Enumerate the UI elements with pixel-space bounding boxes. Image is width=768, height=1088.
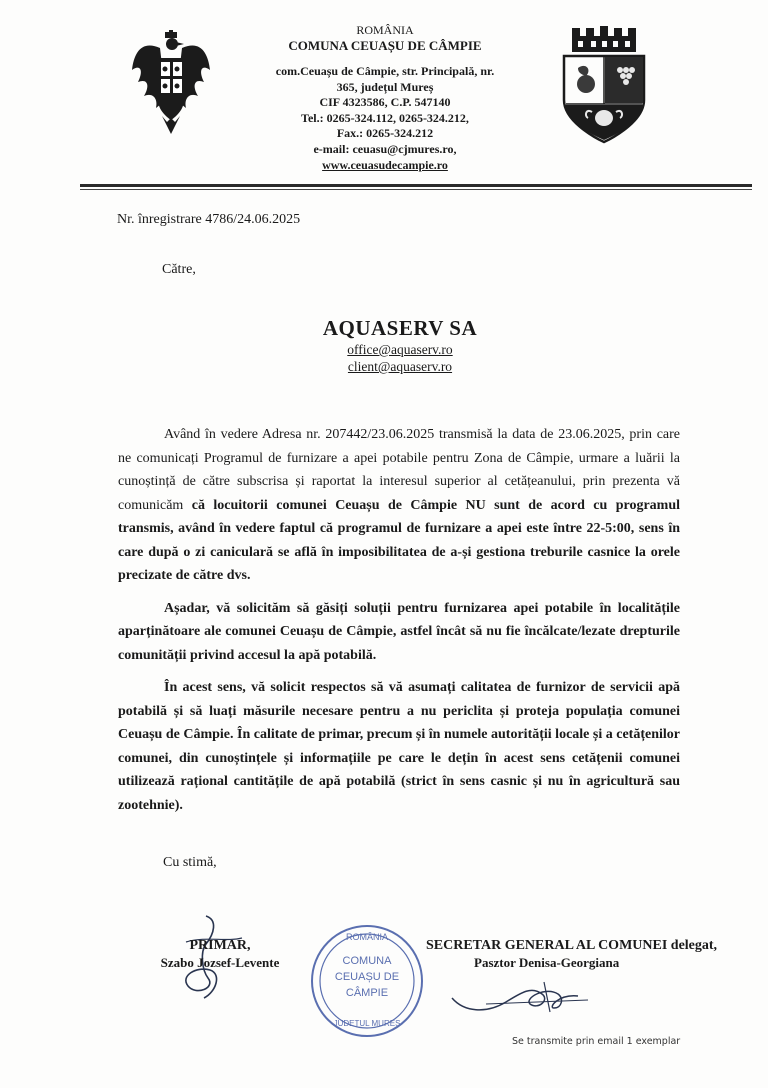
transmission-note: Se transmite prin email 1 exemplar [512, 1036, 681, 1047]
secretary-signature-block [426, 937, 756, 971]
recipient-block [290, 316, 510, 375]
phone-numbers: Tel.: 0265-324.112, 0265-324.212, [301, 110, 469, 125]
stamp-text-top: ROMÂNIA [345, 932, 389, 942]
official-stamp-icon [308, 922, 426, 1040]
paragraph-1-text: Având în vedere Adresa nr. 207442/23.06.2025 transmisă la data de 23.06.2025, prin care ne comunicați Programul de furnizare a apei potabile pentru Zona de Câmpie, urmare a luării la cunoștință de către subscrisa și raportat la interesul superior al cetățeanului, prin prezenta vă comunicăm [118, 427, 680, 513]
fax-number: Fax.: 0265-324.212 [336, 126, 434, 140]
romania-coat-of-arms-icon [130, 30, 212, 140]
address-line-1: com.Ceuașu de Câmpie, str. Principală, nr. [275, 64, 495, 78]
letterhead [230, 22, 540, 173]
mayor-name: Szabo Jozsef-Levente [160, 955, 280, 970]
stamp-text-bottom: JUDEȚUL MUREȘ [333, 1019, 401, 1028]
mayor-signature-block [140, 937, 300, 971]
header-divider-thin [80, 189, 752, 190]
secretary-signature-icon [446, 968, 596, 1020]
commune-name: COMUNA CEUAȘU DE CÂMPIE [288, 38, 482, 53]
header-divider-thick [80, 184, 752, 187]
closing-greeting: Cu stimă, [163, 855, 217, 870]
country-name: ROMÂNIA [356, 23, 414, 37]
secretary-title: SECRETAR GENERAL AL COMUNEI delegat, [426, 938, 718, 953]
letter-body [118, 423, 680, 826]
stamp-text-line3: CÂMPIE [345, 987, 389, 999]
paragraph-3-bold: În acest sens, vă solicit respectos să vă asumați calitatea de furnizor de servicii apă potabilă și să luați măsurile necesare pentru a nu periclita și proteja populația comunei Ceuașu de Câmpie. În calitate de primar, precum și în numele autorității locale și a cetățenilor comunei, din cunoștințele și informațiile pe care le dețin în acest sens cetățenii comunei utilizează rațional cantitățile de apă potabilă (strict în sens casnic și nu în agricultură sau zootehnie). [118, 680, 680, 813]
commune-coat-of-arms-icon [558, 26, 650, 144]
address-line-2: 365, județul Mureș [336, 79, 434, 94]
fiscal-code: CIF 4323586, C.P. 547140 [319, 95, 451, 109]
salutation-to: Către, [162, 262, 196, 277]
stamp-text-line2: CEUAȘU DE [334, 971, 400, 983]
secretary-name: Pasztor Denisa-Georgiana [474, 955, 620, 970]
paragraph-2 [118, 597, 680, 668]
recipient-name: AQUASERV SA [322, 316, 478, 340]
mayor-title: PRIMAR, [189, 938, 251, 953]
stamp-text-line1: COMUNA [342, 955, 392, 967]
paragraph-3 [118, 676, 680, 817]
paragraph-1-bold: că locuitorii comunei Ceuașu de Câmpie NU sunt de acord cu programul transmis, având în vedere faptul că programul de furnizare a apei este între 22-5:00, sens în care după o zi caniculară se află în imposibilitatea de a-și gestiona treburile casnice la orele precizate de către dvs. [118, 497, 680, 583]
recipient-email-client[interactable]: client@aquaserv.ro [347, 359, 453, 374]
registration-number: Nr. înregistrare 4786/24.06.2025 [117, 212, 301, 227]
email-address: e-mail: ceuasu@cjmures.ro, [313, 141, 457, 156]
recipient-email-office[interactable]: office@aquaserv.ro [347, 342, 453, 357]
paragraph-1 [118, 423, 680, 588]
paragraph-2-bold: Așadar, vă solicităm să găsiți soluții pentru furnizarea apei potabile în localitățile aparținătoare ale comunei Ceuașu de Câmpie, astfel încât să nu fie încălcate/lezate drepturile comunității privind accesul la apă potabilă. [118, 600, 680, 663]
website-link[interactable]: www.ceuasudecampie.ro [322, 158, 448, 172]
